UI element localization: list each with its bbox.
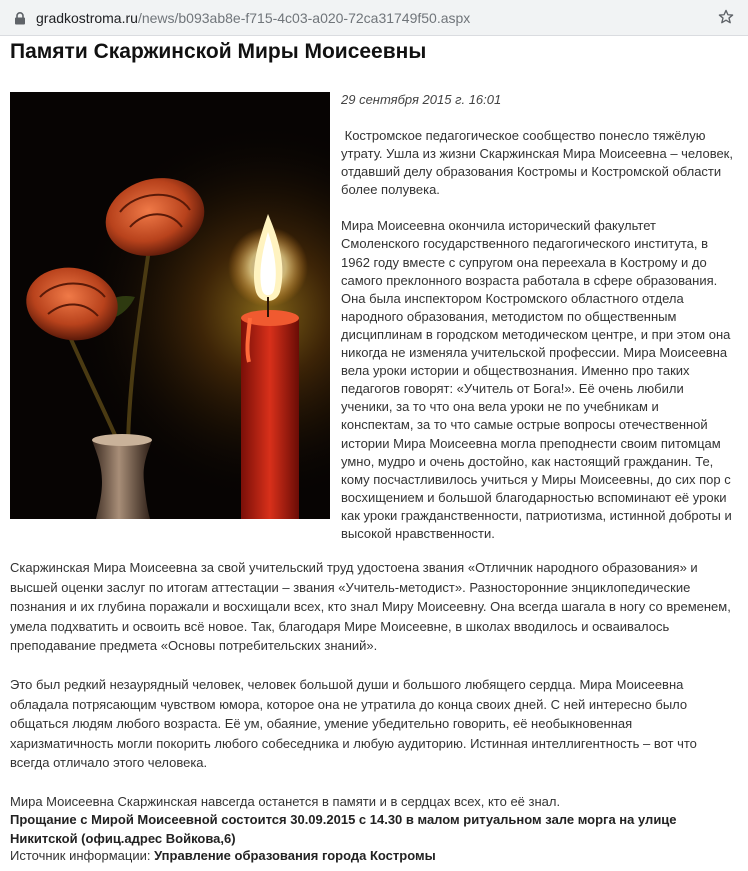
page-title: Памяти Скаржинской Миры Моисеевны <box>10 40 427 63</box>
article-intro <box>341 127 737 561</box>
url-path: /news/b093ab8e-f715-4c03-a020-72ca31749f50.aspx <box>137 10 471 26</box>
source-label: Источник информации: <box>10 848 155 863</box>
address-bar[interactable] <box>0 0 748 36</box>
bookmark-star-icon[interactable] <box>717 8 735 26</box>
lock-icon <box>14 12 26 25</box>
article-paragraph: Мира Моисеевна окончила исторический факультет Смоленского государственного педагогического института, в 1962 году вместе с супругом она переехала в Кострому и до самого преклонного возраста работала в сфере образования. Она была инспектором Костромского областного отдела народного образования, методистом по общественным дисциплинам в городском методическом центре, и при этом она никогда не изменяла учительской профессии. Мира Моисеевна вела уроки истории и обществознания. Именно про таких педагогов говорят: «Учитель от Бога!». Её очень любили ученики, за то что она вела уроки не по учебникам и конспектам, за то что самые острые вопросы отечественной истории Мира Моисеевна могла преподнести своим питомцам умно, мудро и очень достойно, как настоящий гражданин. Те, кому посчастливилось учиться у Миры Моисеевны, до сих пор с восхищением и большой благодарностью вспоминают её уроки как уроки гражданственности, патриотизма, истинной доброты и высокой нравственности. <box>341 218 732 541</box>
source-line <box>10 848 436 863</box>
source-value: Управление образования города Костромы <box>154 848 436 863</box>
article-paragraph: Это был редкий незаурядный человек, человек большой души и большого любящего сердца. Мира Моисеевна обладала потрясающим чувством юмора, которое она не утратила до конца своих дней. С ней интересно было общаться людям любого возраста. Её ум, обаяние, умение убедительно говорить, её необыкновенная харизматичность могли покорить любого собеседника и любую аудиторию. Истинная интеллигентность – вот что всегда отличало этого человека. <box>10 677 697 770</box>
article-paragraph: Скаржинская Мира Моисеевна за свой учительский труд удостоена звания «Отличник народного образования» и высшей оценки заслуг по итогам аттестации – звания «Учитель-методист». Разносторонние энциклопедические познания и их глубина поражали и восхищали всех, кто знал Миру Моисеевну. Она всегда шагала в ногу со временем, умела подхватить и освоить всё новое. Так, благодаря Мире Моисеевне, в школах вводилось и осваивалось преподавание предмета «Основы потребительских знаний». <box>10 560 731 653</box>
article-paragraph: Костромское педагогическое сообщество понесло тяжёлую утрату. Ушла из жизни Скаржинская Мира Моисеевна – человек, отдавший делу образования Костромы и Костромской области более полувека. <box>341 128 737 198</box>
article-date: 29 сентября 2015 г. 16:01 <box>341 92 502 107</box>
farewell-note: Прощание с Мирой Моисеевной состоится 30.09.2015 с 14.30 в малом ритуальном зале морга на улице Никитской (офиц.адрес Войкова,6) <box>10 812 677 846</box>
article-photo <box>10 92 330 519</box>
url-text[interactable] <box>36 10 470 26</box>
candle-roses-illustration <box>10 92 330 519</box>
article-body <box>10 558 736 831</box>
url-domain: gradkostroma.ru <box>36 10 138 26</box>
article-paragraph: Мира Моисеевна Скаржинская навсегда останется в памяти и в сердцах всех, кто её знал. <box>10 794 561 809</box>
